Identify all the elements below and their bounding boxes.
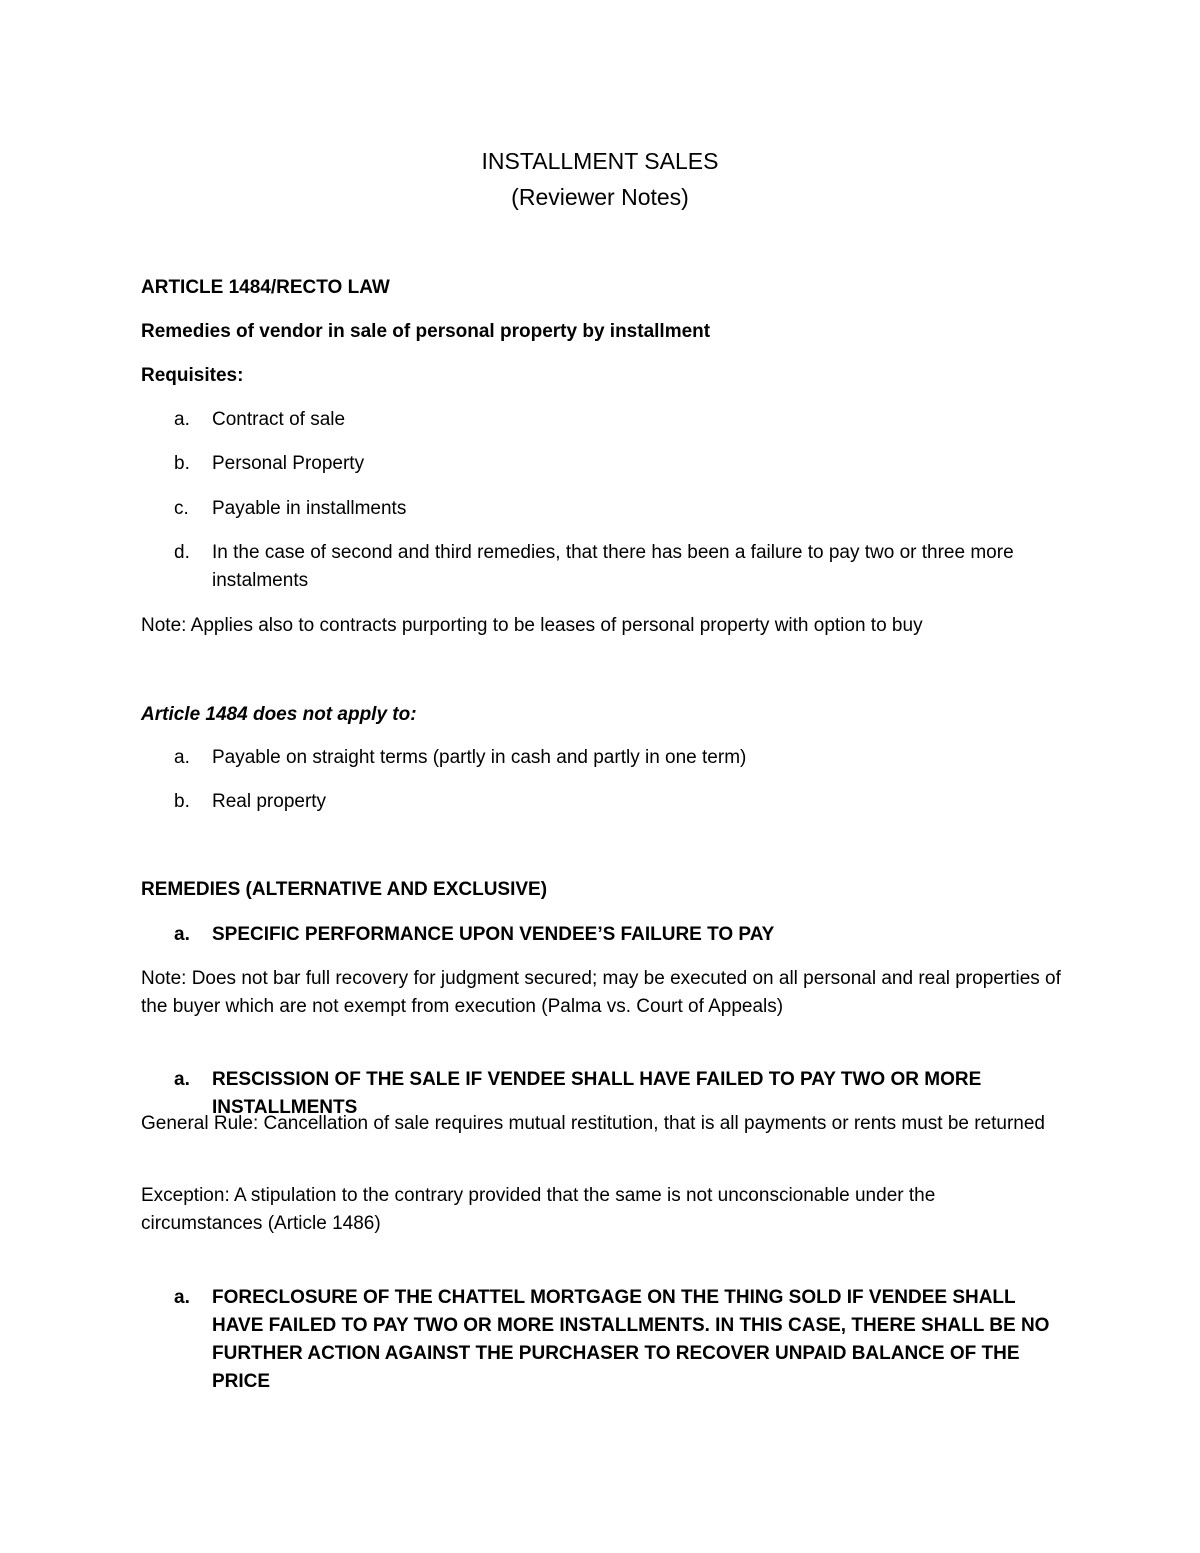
requisite-item (174, 495, 1064, 523)
remedy-foreclosure (174, 1284, 1064, 1396)
list-marker: a. (174, 1069, 190, 1090)
remedy-text: SPECIFIC PERFORMANCE UPON VENDEE’S FAILURE TO PAY (212, 924, 775, 945)
requisites-label: Requisites: (141, 365, 244, 386)
requisite-item (174, 406, 1064, 434)
not-apply-heading: Article 1484 does not apply to: (141, 704, 417, 725)
document-title: INSTALLMENT SALES (481, 148, 719, 174)
list-marker: a. (174, 409, 190, 430)
document-subtitle: (Reviewer Notes) (511, 184, 689, 210)
not-apply-item (174, 788, 1064, 816)
list-marker: a. (174, 924, 190, 945)
list-marker: d. (174, 542, 190, 563)
list-marker: c. (174, 498, 189, 519)
remedy1-note: Note: Does not bar full recovery for judgment secured; may be executed on all personal and real properties of the buyer which are not exempt from execution (Palma vs. Court of Appeals) (141, 968, 1061, 1017)
list-marker: a. (174, 747, 190, 768)
remedies-heading: REMEDIES (ALTERNATIVE AND EXCLUSIVE) (141, 879, 548, 900)
not-apply-text: Payable on straight terms (partly in cash and partly in one term) (212, 747, 747, 768)
general-rule: General Rule: Cancellation of sale requires mutual restitution, that is all payments or rents must be returned (141, 1113, 1046, 1134)
requisite-item (174, 450, 1064, 478)
list-marker: b. (174, 791, 190, 812)
requisite-text: Personal Property (212, 453, 365, 474)
requisite-text: In the case of second and third remedies, that there has been a failure to pay two or three more instalments (212, 542, 1014, 591)
exception: Exception: A stipulation to the contrary provided that the same is not unconscionable under the circumstances (Article 1486) (141, 1185, 936, 1234)
requisite-text: Contract of sale (212, 409, 346, 430)
remedy-specific-performance (174, 921, 1064, 949)
list-marker: a. (174, 1287, 190, 1308)
list-marker: b. (174, 453, 190, 474)
not-apply-text: Real property (212, 791, 327, 812)
article-heading: ARTICLE 1484/RECTO LAW (141, 277, 390, 298)
remedies-vendor-heading: Remedies of vendor in sale of personal property by installment (141, 321, 711, 342)
remedy-text: RESCISSION OF THE SALE IF VENDEE SHALL HAVE FAILED TO PAY TWO OR MORE INSTALLMENTS (212, 1069, 982, 1118)
remedy-text: FORECLOSURE OF THE CHATTEL MORTGAGE ON THE THING SOLD IF VENDEE SHALL HAVE FAILED TO PAY TWO OR MORE INSTALLMENTS. IN THIS CASE, THERE SHALL BE NO FURTHER ACTION AGAINST THE PURCHASER TO RECOVER UNPAID BALANCE OF THE PRICE (212, 1287, 1050, 1392)
not-apply-item (174, 744, 1064, 772)
requisite-text: Payable in installments (212, 498, 407, 519)
requisite-item (174, 539, 1064, 595)
note-leases: Note: Applies also to contracts purporting to be leases of personal property with option to buy (141, 615, 923, 636)
